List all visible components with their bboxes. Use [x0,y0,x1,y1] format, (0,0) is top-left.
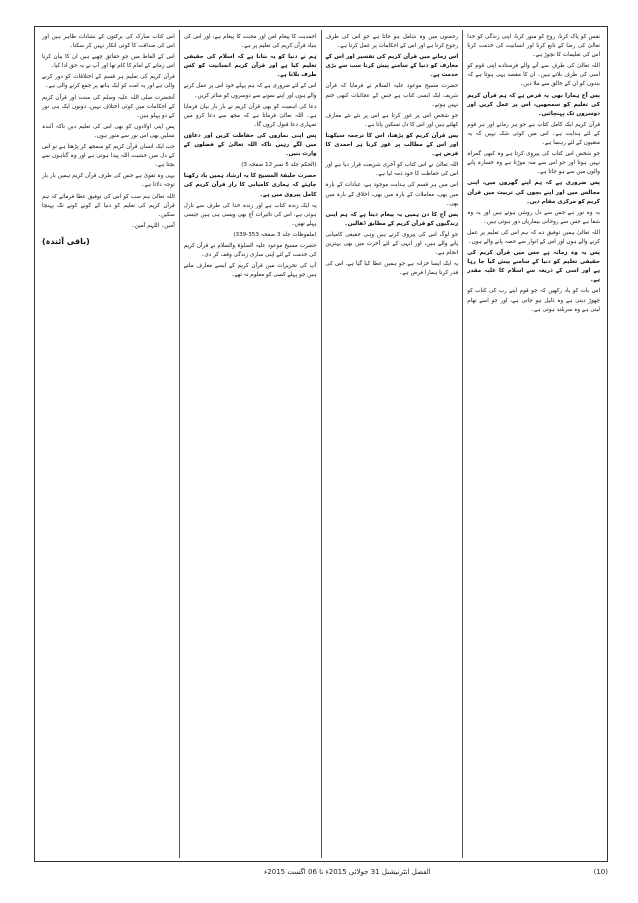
paragraph: اس میں ہر قسم کی ہدایت موجود ہے، عبادات کے بارہ میں بھی، معاملات کے بارہ میں بھی، اخلاق کے بارہ میں بھی۔ [325,182,459,207]
paragraph: جو شخص اس پر غور کرتا ہے اس پر نئے نئے معارف کھلتے ہیں اور اس کا دل تسکین پاتا ہے۔ [325,112,459,128]
paragraph: اس زمانے میں قرآن کریم کی تفسیر اور اس کے معارف کو دنیا کے سامنے پیش کرنا سب سے بڑی خدمت ہے۔ [325,54,459,79]
paragraph: احمدیت کا پیغام امن اور محبت کا پیغام ہے، اور اس کی بنیاد قرآن کریم کی تعلیم پر ہے۔ [183,34,317,50]
paragraph: جو لوگ اس کی پیروی کرتے ہیں وہی حقیقی کامیابی پانے والے ہیں، اور انہی کے لئے آخرت میں بھی بہترین انجام ہے۔ [325,231,459,257]
paragraph: حضرت خلیفۃ المسیح کا یہ ارشاد ہمیں یاد رکھنا چاہئے کہ ہماری کامیابی کا راز قرآن کریم کی کامل پیروی میں ہے۔ [183,173,317,198]
paragraph: یہ ایک ایسا خزانہ ہے جو ہمیں عطا کیا گیا ہے، اس کی قدر کرنا ہمارا فرض ہے۔ [325,261,459,277]
paragraph: رحمتوں میں وہ شامل ہو جاتا ہے جو اس کی طرف رجوع کرتا ہے اور اس کے احکامات پر عمل کرتا ہے۔ [325,34,459,50]
paragraph: جو شخص اس کتاب کی پیروی کرتا ہے وہ کبھی گمراہ نہیں ہوتا اور جو اس سے منہ موڑتا ہے وہ خسارہ پانے والوں میں سے ہو جاتا ہے۔ [467,151,600,176]
text-column [321,30,463,858]
paragraph: پس آج ہمارا بھی یہ فرض ہے کہ ہم قرآن کریم کی تعلیم کو سمجھیں، اس پر عمل کریں اور دوسروں تک پہنچائیں۔ [467,92,600,117]
paragraph: یہ وہ نور ہے جس سے دل روشن ہوتے ہیں اور یہ وہ شفا ہے جس سے روحانی بیماریاں دور ہوتی ہیں۔ [467,209,600,225]
paragraph: نفس کو پاک کرنا، روح کو منور کرنا، اپنی زندگی کو خدا تعالیٰ کی رضا کے تابع کرنا اور انسانیت کی خدمت کرنا اس کی تعلیمات کا نچوڑ ہے۔ [467,34,600,59]
page-footer [34,866,608,882]
page-number: (10) [593,868,608,876]
article-columns [38,30,604,858]
paragraph: پس قرآن کریم کو پڑھنا، اس کا ترجمہ سیکھنا اور اس کے مطالب پر غور کرنا ہر احمدی کا فرض ہے۔ [325,132,459,158]
paragraph: یہ ایک زندہ کتاب ہے اور زندہ خدا کی طرف سے نازل ہوئی ہے، اس کی تاثیرات آج بھی ویسی ہی ہیں جیسی پہلے تھیں۔ [183,202,317,227]
paragraph: اس بات کو یاد رکھیں کہ جو قوم اپنے رب کی کتاب کو چھوڑ دیتی ہے وہ ذلیل ہو جاتی ہے، اور جو اسے تھام لیتی ہے وہ سربلند ہوتی ہے۔ [467,288,600,313]
paragraph: ہم نے دنیا کو یہ بتانا ہے کہ اسلام کی حقیقی تعلیم کیا ہے اور قرآن کریم انسانیت کو کس طرف بلاتا ہے۔ [183,54,317,79]
paragraph: قرآن کریم ایک کامل کتاب ہے جو ہر زمانے اور ہر قوم کے لئے ہدایت ہے۔ اس میں کوئی شک نہیں کہ یہ متقیوں کے لئے رہنما ہے۔ [467,121,600,147]
paragraph: آنحضرت صلی اللہ علیہ وسلم کی سنت اور قرآن کریم کے احکامات میں کوئی اختلاف نہیں، دونوں ایک ہی نور کے دو پہلو ہیں۔ [42,94,175,119]
paragraph: اللہ تعالیٰ ہم سب کو اس کی توفیق عطا فرمائے کہ ہم قرآن کریم کی تعلیم کو دنیا کے کونے کونے تک پہنچا سکیں۔ [42,193,175,218]
paragraph: پس اپنی اولادوں کو بھی اس کی تعلیم دیں تاکہ آئندہ نسلیں بھی اس نور سے منور ہوں۔ [42,123,175,139]
newspaper-page [34,26,608,862]
text-column [38,30,179,858]
paragraph: (الحکم جلد 5 نمبر 12 صفحہ 3) [241,162,317,169]
paragraph: آمین۔ اللہم آمین۔ [131,222,175,229]
paragraph: اللہ تعالیٰ کی طرف سے آنے والے فرستادے اپنی قوم کو اسی کی طرف بلاتے ہیں۔ ان کا مقصد یہی ہوتا ہے کہ بندوں کو ان کے خالق سے ملا دیں۔ [467,63,600,88]
paragraph: اس کتاب مبارک کی برکتوں کے نشانات ظاہر ہیں اور اس کی صداقت کا کوئی انکار نہیں کر سکتا۔ [42,34,175,50]
paragraph: حضرت مسیح موعود علیہ الصلوٰۃ والسلام نے قرآن کریم کی خدمت کے لئے اپنی ساری زندگی وقف کر دی۔ [183,242,317,259]
paragraph: اللہ تعالیٰ ہمیں توفیق دے کہ ہم اس کی تعلیم پر عمل کرنے والے ہوں اور اس کے انوار سے حصہ پانے والے ہوں۔ [467,229,600,245]
paragraph: دعا کی اہمیت کو بھی قرآن کریم نے بار بار بیان فرمایا ہے۔ اللہ تعالیٰ فرماتا ہے کہ مجھ سے دعا کرو میں تمہاری دعا قبول کروں گا۔ [183,103,317,128]
text-column [462,30,604,858]
paragraph: آپ کی تحریرات میں قرآن کریم کے ایسے معارف ملتے ہیں جو پہلے کسی کو معلوم نہ تھے۔ [183,263,317,279]
paragraph: پس آج کا دن ہمیں یہ پیغام دیتا ہے کہ ہم اپنی زندگیوں کو قرآن کریم کے مطابق ڈھالیں۔ [325,211,459,227]
continued-note: (باقی آئندہ) [42,236,90,246]
paragraph: پس ضروری ہے کہ ہم اپنے گھروں میں، اپنی مجالس میں اور اپنے بچوں کی تربیت میں قرآن کریم کو مرکزی مقام دیں۔ [467,180,600,205]
paragraph: قرآن کریم کی تعلیم ہر قسم کے اختلافات کو دور کرنے والی ہے اور یہ امت کو ایک ہاتھ پر جمع کرنے والی ہے۔ [42,74,175,90]
paragraph: پس یہ وہ زمانہ ہے جس میں قرآن کریم کی حقیقی تعلیم کو دنیا کے سامنے پیش کیا جا رہا ہے اور اسی کے ذریعہ سے اسلام کا غلبہ مقدر ہے۔ [467,250,600,284]
paragraph: اس کے الفاظ میں جو حقائق چھپے ہیں ان کا بیان کرنا اس زمانے کے امام کا کام تھا اور آپ نے یہ حق ادا کیا۔ [42,54,175,70]
paragraph: اللہ تعالیٰ نے اس کتاب کو آخری شریعت قرار دیا ہے اور اس کی حفاظت کا خود ذمہ لیا ہے۔ [325,162,459,178]
paragraph: حضرت مسیح موعود علیہ السلام نے فرمایا کہ قرآن شریف ایک ایسی کتاب ہے جس کے عجائبات کبھی ختم نہیں ہوتے۔ [325,83,459,108]
paragraph: جب ایک انسان قرآن کریم کو سمجھ کر پڑھتا ہے تو اس کے دل میں خشیت اللہ پیدا ہوتی ہے اور وہ گناہوں سے بچتا ہے۔ [42,144,175,169]
paragraph: اس کے لئے ضروری ہے کہ ہم پہلے خود اس پر عمل کرنے والے ہوں اور اپنے نمونے سے دوسروں کو متاثر کریں۔ [183,83,317,99]
masthead: الفضل انٹرنیشنل 31 جولائی 2015ء تا 06 اگست 2015ء [264,868,431,876]
text-column [179,30,321,858]
paragraph: (ملفوظات جلد 3 صفحہ 353-339) [233,231,317,238]
paragraph: یہی وہ تقویٰ ہے جس کی طرف قرآن کریم ہمیں بار بار توجہ دلاتا ہے۔ [42,173,175,189]
paragraph: پس اپنی نمازوں کی حفاظت کریں اور دعاؤں میں لگے رہیں تاکہ اللہ تعالیٰ کے فضلوں کے وارث بنیں۔ [183,132,317,158]
